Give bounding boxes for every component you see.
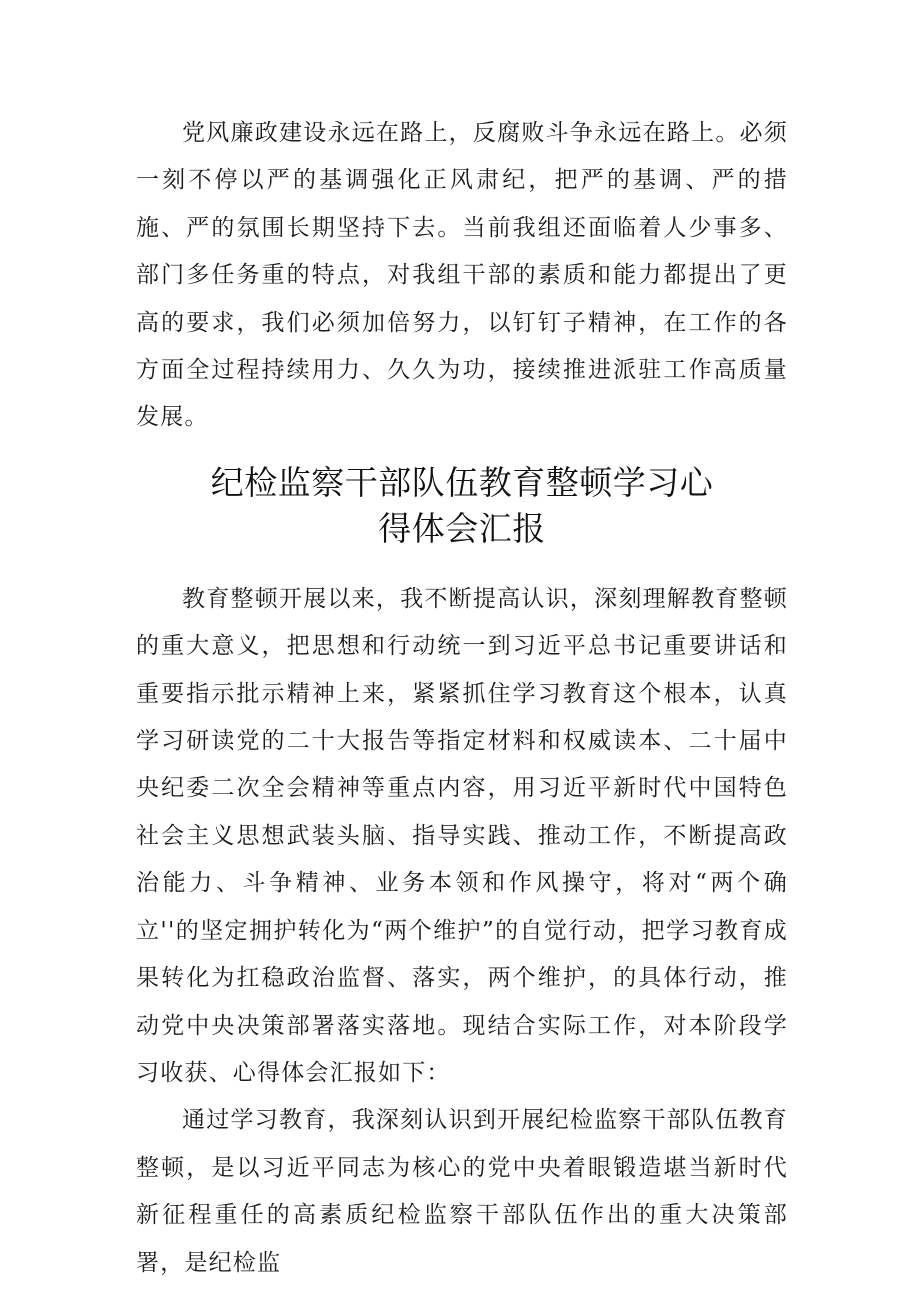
body-paragraph-2: 通过学习教育，我深刻认识到开展纪检监察干部队伍教育整顿，是以习近平同志为核心的党中央着眼锻造堪当新时代新征程重任的高素质纪检监察干部队伍作出的重大决策部署，是纪检监: [136, 1107, 788, 1276]
intro-paragraph: 党风廉政建设永远在路上，反腐败斗争永远在路上。必须一刻不停以严的基调强化正风肃纪，把严的基调、严的措施、严的氛围长期坚持下去。当前我组还面临着人少事多、部门多任务重的特点，对我组干部的素质和能力都提出了更高的要求，我们必须加倍努力，以钉钉子精神，在工作的各方面全过程持续用力、久久为功，接续推进派驻工作高质量发展。: [136, 120, 788, 431]
body-paragraph-1: 教育整顿开展以来，我不断提高认识，深刻理解教育整顿的重大意义，把思想和行动统一到习近平总书记重要讲话和重要指示批示精神上来，紧紧抓住学习教育这个根本，认真学习研读党的二十大报告等指定材料和权威读本、二十届中央纪委二次全会精神等重点内容，用习近平新时代中国特色社会主义思想武装头脑、指导实践、推动工作，不断提高政治能力、斗争精神、业务本领和作风操守，将对“两个确立''的坚定拥护转化为“两个维护”的自觉行动，把学习教育成果转化为扛稳政治监督、落实，两个维护，的具体行动，推动党中央决策部署落实落地。现结合实际工作，对本阶段学习收获、心得体会汇报如下：: [136, 585, 788, 1086]
title-line-2: 得体会汇报: [378, 508, 546, 548]
document-title: [136, 460, 788, 552]
document-page: [136, 110, 788, 1287]
title-line-1: 纪检监察干部队伍教育整顿学习心: [210, 462, 714, 502]
